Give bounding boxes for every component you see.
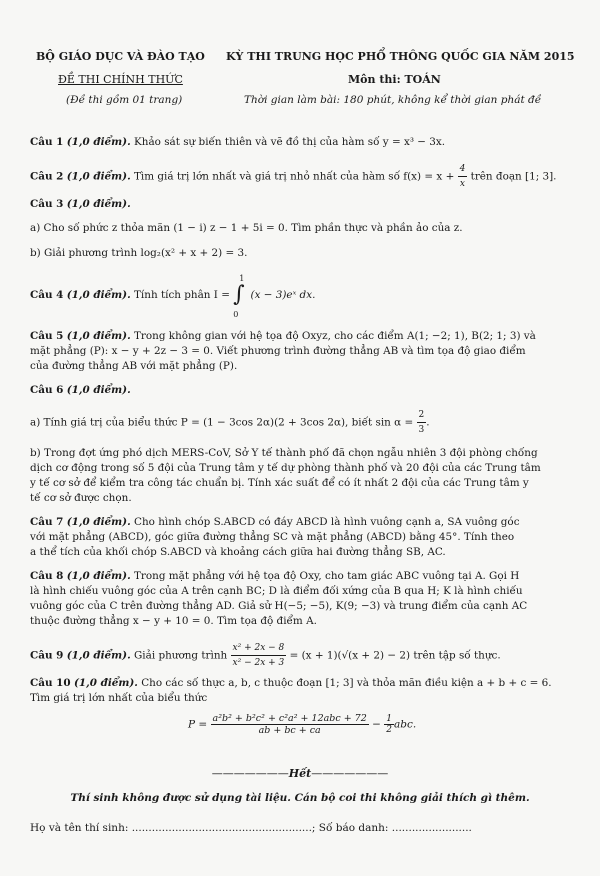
time-note: Thời gian làm bài: 180 phút, không kể thời gian phát đề: [244, 94, 542, 106]
q9-frac-num: x² + 2x − 8: [231, 641, 287, 656]
q8-line3: vuông góc của C trên đường thẳng AD. Giả sử H(−5; −5), K(9; −3) và trung điểm của cạnh AC: [30, 600, 528, 612]
q3-part-b: b) Giải phương trình log₂(x² + x + 2) = 3.: [30, 247, 248, 259]
question-7: [30, 515, 575, 529]
q7-line2: với mặt phẳng (ABCD), góc giữa đường thẳng SC và mặt phẳng (ABCD) bằng 45°. Tính theo: [30, 531, 515, 543]
q5-line2: mặt phẳng (P): x − y + 2z − 3 = 0. Viết phương trình đường thẳng AB và tìm tọa độ giao điểm: [30, 345, 526, 357]
q4-label: Câu 4: [30, 289, 64, 302]
q10-main-fraction: [211, 713, 369, 736]
end-dash-left: ———————: [211, 767, 289, 780]
q10-points: (1,0 điểm).: [73, 677, 138, 689]
q7-label: Câu 7: [30, 516, 64, 528]
q8-line2: là hình chiếu vuông góc của A trên cạnh BC; D là điểm đối xứng của B qua H; K là hình chiếu: [30, 585, 523, 597]
q8-label: Câu 8: [30, 570, 64, 582]
q4-integrand: (x − 3)eˣ dx.: [250, 289, 316, 302]
q6-points: (1,0 điểm).: [66, 384, 131, 396]
exam-notice: Thí sinh không được sử dụng tài liệu. Cán bộ coi thi không giải thích gì thêm.: [70, 792, 530, 804]
q5-points: (1,0 điểm).: [66, 330, 131, 342]
q2-fraction: [458, 162, 468, 191]
q6-a-text: a) Tính giá trị của biểu thức P = (1 − 3cos 2α)(2 + 3cos 2α), biết sin α =: [30, 416, 414, 429]
q10-frac-den: ab + bc + ca: [258, 725, 321, 736]
q3-points: (1,0 điểm).: [66, 198, 131, 210]
subject-label: Môn thi: TOÁN: [348, 73, 441, 86]
q10-line2: Tìm giá trị lớn nhất của biểu thức: [30, 692, 208, 704]
exam-title: KỲ THI TRUNG HỌC PHỔ THÔNG QUỐC GIA NĂM 2015: [226, 50, 575, 63]
q1-label: Câu 1: [30, 136, 64, 148]
q5-line3: của đường thẳng AB với mặt phẳng (P).: [30, 360, 238, 372]
q6-label: Câu 6: [30, 384, 64, 396]
q5-label: Câu 5: [30, 330, 64, 342]
question-9: [30, 641, 575, 670]
q9-label: Câu 9: [30, 649, 64, 662]
q10-label: Câu 10: [30, 677, 71, 689]
q5-line1: Trong không gian với hệ tọa độ Oxyz, cho các điểm A(1; −2; 1), B(2; 1; 3) và: [134, 330, 536, 342]
question-6: [30, 383, 575, 397]
q9-points: (1,0 điểm).: [66, 649, 131, 662]
q3-part-a: a) Cho số phức z thỏa mãn (1 − i) z − 1 + 5i = 0. Tìm phần thực và phần ảo của z.: [30, 222, 463, 234]
q9-fraction: [231, 641, 287, 670]
question-5: [30, 329, 575, 343]
q6-b-line1: b) Trong đợt ứng phó dịch MERS-CoV, Sở Y tế thành phố đã chọn ngẫu nhiên 3 đội phòng chống: [30, 447, 538, 459]
q10-frac-num: a²b² + b²c² + c²a² + 12abc + 72: [212, 713, 367, 724]
q10-minus: −: [372, 718, 381, 731]
end-text: Hết: [288, 767, 312, 780]
end-dash-right: ———————: [311, 767, 389, 780]
q8-points: (1,0 điểm).: [66, 570, 131, 582]
end-marker: [0, 767, 600, 780]
q8-line1: Trong mặt phẳng với hệ tọa độ Oxy, cho tam giác ABC vuông tại A. Gọi H: [134, 570, 520, 582]
q10-half-num: 1: [386, 714, 393, 724]
q9-frac-den: x² − 2x + 3: [232, 658, 285, 669]
q9-text-after: = (x + 1)(√(x + 2) − 2) trên tập số thực.: [289, 649, 501, 662]
q3-label: Câu 3: [30, 198, 64, 210]
q6-frac-num: 2: [417, 408, 427, 423]
q2-text-before: Tìm giá trị lớn nhất và giá trị nhỏ nhất của hàm số f(x) = x +: [134, 170, 455, 183]
q10-half-den: 2: [386, 725, 393, 735]
ministry-title: BỘ GIÁO DỤC VÀ ĐÀO TẠO: [36, 50, 205, 63]
q7-points: (1,0 điểm).: [66, 516, 131, 528]
q1-text: Khảo sát sự biến thiên và vẽ đồ thị của hàm số y = x³ − 3x.: [134, 136, 446, 148]
q10-p-label: P =: [188, 718, 208, 731]
q7-line3: a thể tích của khối chóp S.ABCD và khoảng cách giữa hai đường thẳng SB, AC.: [30, 546, 446, 558]
official-label: ĐỀ THI CHÍNH THỨC: [58, 73, 183, 86]
question-2: [30, 162, 575, 191]
q2-frac-den: x: [459, 179, 465, 190]
q4-points: (1,0 điểm).: [66, 289, 131, 302]
q10-expression: [188, 713, 416, 736]
q6-a-after: .: [426, 416, 430, 429]
q9-text-before: Giải phương trình: [134, 649, 228, 662]
q2-label: Câu 2: [30, 170, 64, 183]
integral-lower: 0: [233, 310, 239, 319]
question-1: [30, 135, 575, 149]
q2-points: (1,0 điểm).: [66, 170, 131, 183]
q6-b-line2: dịch cơ động trong số 5 đội của Trung tâm y tế dự phòng thành phố và 20 đội của các Trung tâm: [30, 462, 541, 474]
question-8: [30, 569, 575, 583]
q6-a-fraction: [417, 408, 430, 437]
q6-frac-den: 3: [418, 425, 425, 436]
question-4: [30, 274, 575, 319]
q10-tail: abc.: [394, 718, 417, 731]
question-3: [30, 197, 575, 211]
q8-line4: thuộc đường thẳng x − y + 10 = 0. Tìm tọa độ điểm A.: [30, 615, 317, 627]
q6-b-line4: tế cơ sở được chọn.: [30, 492, 132, 504]
q6-b-line3: y tế cơ sở để kiểm tra công tác chuẩn bị. Tính xác suất để có ít nhất 2 đội của các Trung tâm y: [30, 477, 529, 489]
q10-line1: Cho các số thực a, b, c thuộc đoạn [1; 3] và thỏa mãn điều kiện a + b + c = 6.: [141, 677, 552, 689]
candidate-info: Họ và tên thí sinh: ......................................................; Số báo danh: ........................: [30, 822, 472, 834]
q2-frac-num: 4: [458, 162, 468, 177]
q10-half-fraction: [384, 714, 394, 735]
integral-sign: 1 ∫ 0: [233, 288, 247, 302]
q6-part-a: [30, 408, 575, 437]
q7-line1: Cho hình chóp S.ABCD có đáy ABCD là hình vuông cạnh a, SA vuông góc: [134, 516, 520, 528]
q2-text-after: trên đoạn [1; 3].: [470, 170, 557, 183]
question-10: [30, 676, 575, 690]
q1-points: (1,0 điểm).: [66, 136, 131, 148]
q4-text: Tính tích phân I =: [134, 289, 230, 302]
integral-upper: 1: [239, 274, 245, 283]
pages-note: (Đề thi gồm 01 trang): [66, 94, 183, 106]
